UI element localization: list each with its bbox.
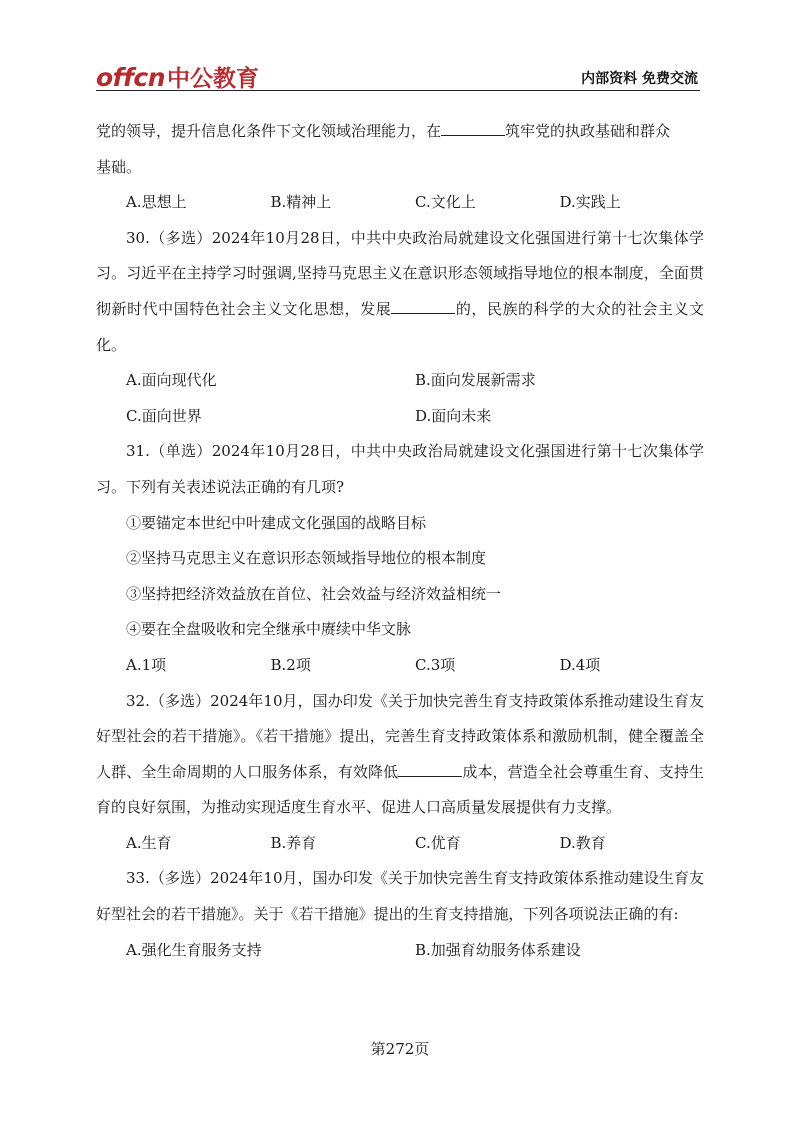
option-d: D.4项 — [559, 655, 601, 674]
question-31: 31.（单选）2024年10月28日，中共中央政治局就建设文化强国进行第十七次集体学习。下列有关表述说法正确的有几项? — [96, 442, 704, 496]
option-c: C.3项 — [415, 655, 456, 674]
q29-text-a: 党的领导，提升信息化条件下文化领域治理能力，在 — [96, 122, 442, 140]
option-d: D.教育 — [559, 833, 606, 852]
question-30 — [96, 221, 704, 363]
option-c: C.优育 — [415, 833, 461, 852]
option-a: A.强化生育服务支持 — [126, 940, 262, 959]
q29-line-1 — [96, 114, 704, 150]
option-b: B.精神上 — [270, 193, 332, 212]
q31-statement-3: ③坚持把经济效益放在首位、社会效益与经济效益相统一 — [126, 584, 502, 603]
q29-options — [96, 185, 704, 221]
option-c: C.面向世界 — [126, 406, 202, 425]
logo-text-cn: 中公教育 — [167, 66, 260, 92]
fill-blank — [391, 299, 455, 314]
option-b: B.2项 — [270, 655, 311, 674]
q31-statement-2: ②坚持马克思主义在意识形态领域指导地位的根本制度 — [126, 549, 487, 568]
q30-text-a: 30.（多选）2024年10月28日，中共中央政治局就建设文化强国进行第十七次集体学习。习近平在主持学习时强调,坚持马克思主义在意识形态领域指导地位的根本制度，全面贯彻新时代中国特色社会主义文化思想，发展 — [96, 228, 704, 318]
option-b: B.面向发展新需求 — [415, 371, 536, 390]
q33-options-row-1 — [96, 933, 704, 969]
option-c: C.文化上 — [415, 193, 476, 212]
option-a: A.生育 — [126, 833, 172, 852]
option-b: B.养育 — [270, 833, 317, 852]
q30-options-row-2 — [96, 399, 704, 435]
logo-text-en: offcn — [96, 63, 166, 92]
fill-blank — [398, 762, 462, 777]
q30-text-b: 的，民族的科学的大众的社会主义文化。 — [96, 299, 704, 354]
question-32 — [96, 684, 704, 826]
q31-statement-4: ④要在全盘吸收和完全继承中赓续中华文脉 — [126, 620, 412, 639]
q29-line-2: 基础。 — [96, 157, 142, 176]
page-number: 第272页 — [370, 1040, 430, 1058]
header-note: 内部资料 免费交流 — [581, 71, 698, 87]
q32-options — [96, 826, 704, 862]
q31-statement-1: ①要锚定本世纪中叶建成文化强国的战略目标 — [126, 513, 427, 532]
document-body — [96, 114, 704, 968]
q31-options — [96, 648, 704, 684]
q32-text-b: 成本，营造全社会尊重生育、支持生育的良好氛围，为推动实现适度生育水平、促进人口高质量发展提供有力支撑。 — [96, 762, 704, 817]
option-d: D.实践上 — [559, 193, 621, 212]
q30-options-row-1 — [96, 363, 704, 399]
option-a: A.面向现代化 — [126, 371, 217, 390]
fill-blank — [441, 121, 505, 136]
option-a: A.思想上 — [126, 193, 187, 212]
q29-text-b: 筑牢党的执政基础和群众 — [505, 122, 671, 140]
q32-text-a: 32.（多选）2024年10月，国办印发《关于加快完善生育支持政策体系推动建设生育友好型社会的若干措施》。《若干措施》提出，完善生育支持政策体系和激励机制，健全覆盖全人群、全生命周期的人口服务体系，有效降低 — [96, 691, 704, 781]
option-b: B.加强育幼服务体系建设 — [415, 940, 581, 959]
option-d: D.面向未来 — [415, 406, 492, 425]
option-a: A.1项 — [126, 655, 167, 674]
offcn-logo — [96, 60, 260, 92]
page-header — [96, 60, 700, 91]
question-33: 33.（多选）2024年10月，国办印发《关于加快完善生育支持政策体系推动建设生育友好型社会的若干措施》。关于《若干措施》提出的生育支持措施，下列各项说法正确的有: — [96, 869, 704, 924]
